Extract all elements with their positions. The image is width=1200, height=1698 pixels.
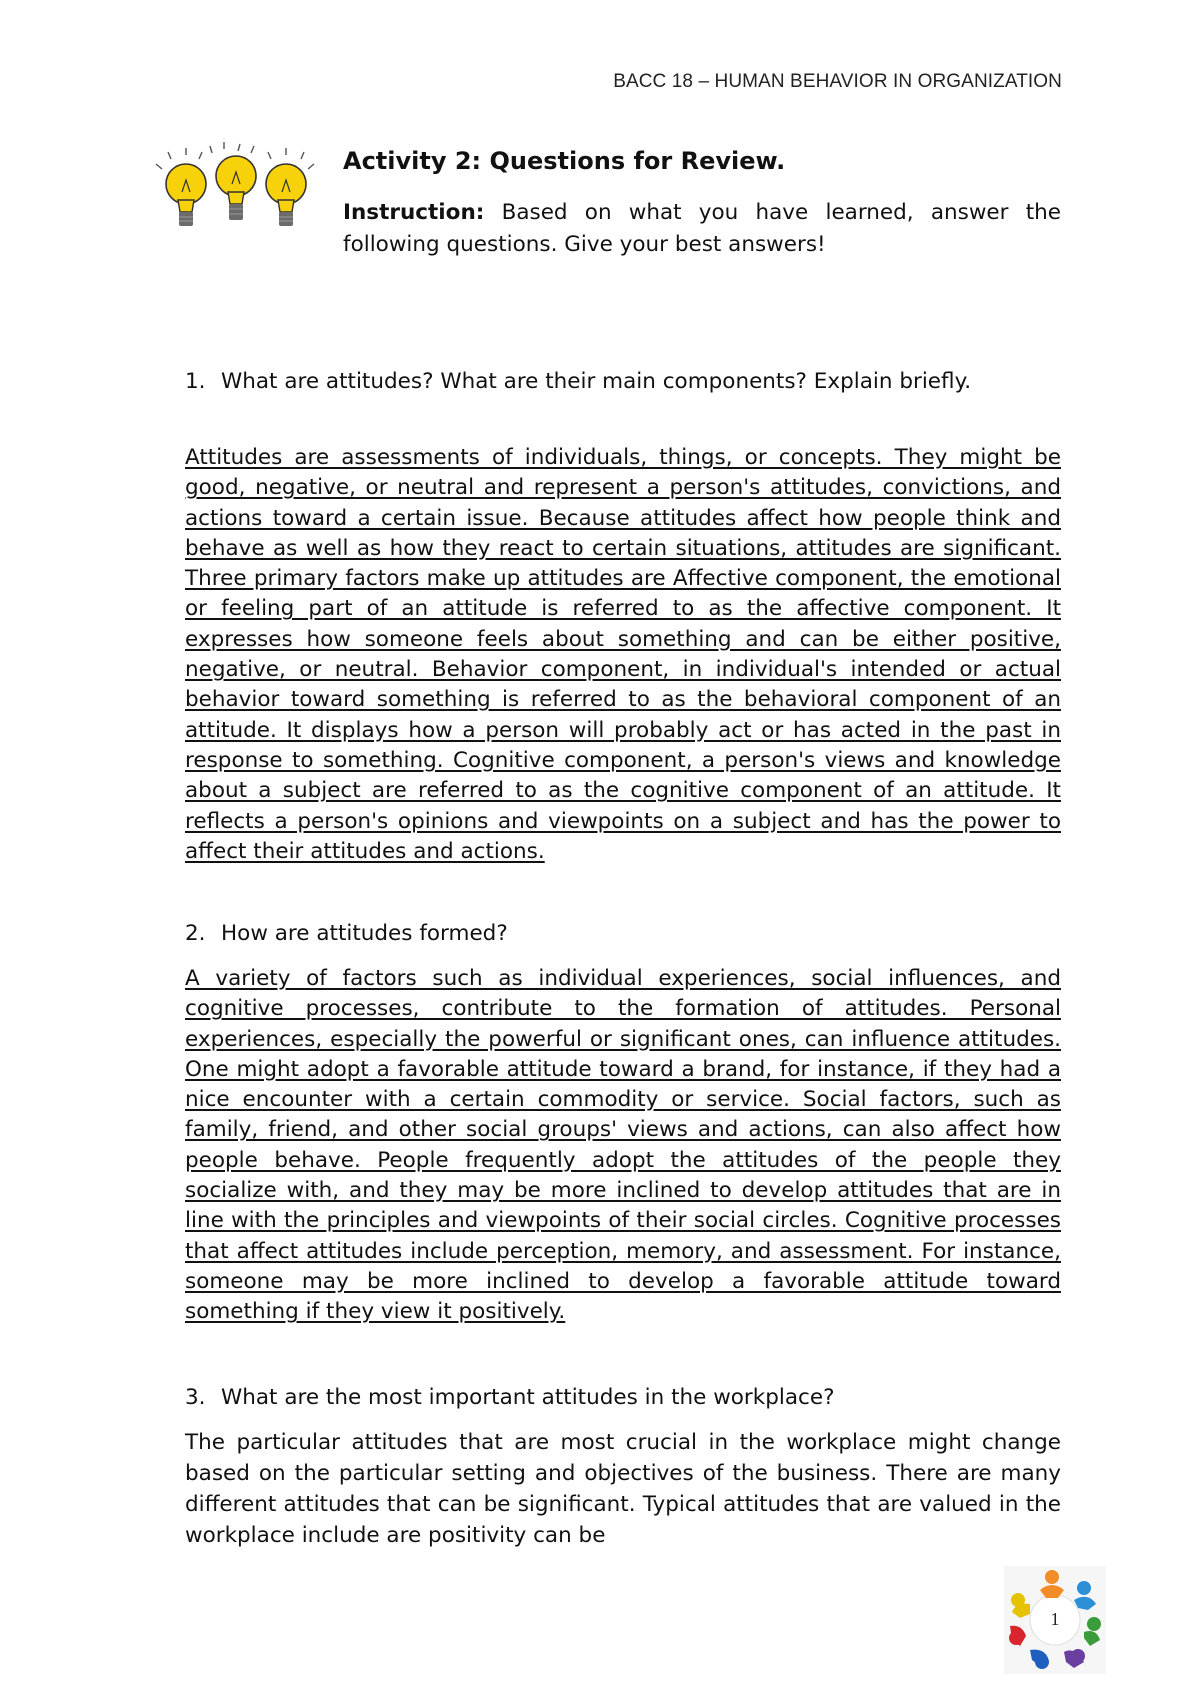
answer-text: The particular attitudes that are most crucial in the workplace might change based on the particular setting and objectives of the business. There are many different attitudes that can be significant. Typical attitudes that are valued in the workplace include are positivity can be — [185, 1430, 1061, 1548]
question-2 — [185, 918, 508, 949]
question-number: 2. — [185, 921, 206, 946]
question-number: 3. — [185, 1385, 206, 1410]
light-bulbs-icon — [148, 142, 328, 252]
answer-2 — [185, 964, 1061, 1328]
instruction-label: Instruction: — [343, 200, 485, 225]
instruction-text: Based on what you have learned, answer the following questions. Give your best answers! — [343, 200, 1061, 257]
instruction — [343, 197, 1061, 261]
question-text: How are attitudes formed? — [221, 921, 508, 946]
activity-title: Activity 2: Questions for Review. — [343, 147, 786, 175]
question-1 — [185, 366, 1061, 397]
question-text: What are the most important attitudes in the workplace? — [221, 1385, 835, 1410]
answer-text: A variety of factors such as individual experiences, social influences, and cognitive processes, contribute to the formation of attitudes. Personal experiences, especially the powerful or significant ones, can influence attitudes. One might adopt a favorable attitude toward a brand, for instance, if they had a nice encounter with a certain commodity or service. Social factors, such as family, friend, and other social groups' views and actions, can also affect how people behave. People frequently adopt the attitudes of the people they socialize with, and they may be more inclined to develop attitudes that are in line with the principles and viewpoints of their social circles. Cognitive processes that affect attitudes include perception, memory, and assessment. For instance, someone may be more inclined to develop a favorable attitude toward something if they view it positively. — [185, 966, 1061, 1325]
answer-text: Attitudes are assessments of individuals, things, or concepts. They might be good, negative, or neutral and represent a person's attitudes, convictions, and actions toward a certain issue. Because attitudes affect how people think and behave as well as how they react to certain situations, attitudes are significant. Three primary factors make up attitudes are Affective component, the emotional or feeling part of an attitude is referred to as the affective component. It expresses how someone feels about something and can be either positive, negative, or neutral. Behavior component, in individual's intended or actual behavior toward something is referred to as the behavioral component of an attitude. It displays how a person will probably act or has acted in the past in response to something. Cognitive component, a person's views and knowledge about a subject are referred to as the cognitive component of an attitude. It reflects a person's opinions and viewpoints on a subject and has the power to affect their attitudes and actions. — [185, 445, 1061, 864]
answer-3 — [185, 1427, 1061, 1551]
question-3 — [185, 1382, 834, 1413]
question-text: What are attitudes? What are their main components? Explain briefly. — [221, 369, 972, 394]
page-number: 1 — [1050, 1609, 1060, 1629]
page-header: BACC 18 – HUMAN BEHAVIOR IN ORGANIZATION — [613, 71, 1062, 92]
question-number: 1. — [185, 369, 206, 394]
answer-1 — [185, 443, 1061, 867]
